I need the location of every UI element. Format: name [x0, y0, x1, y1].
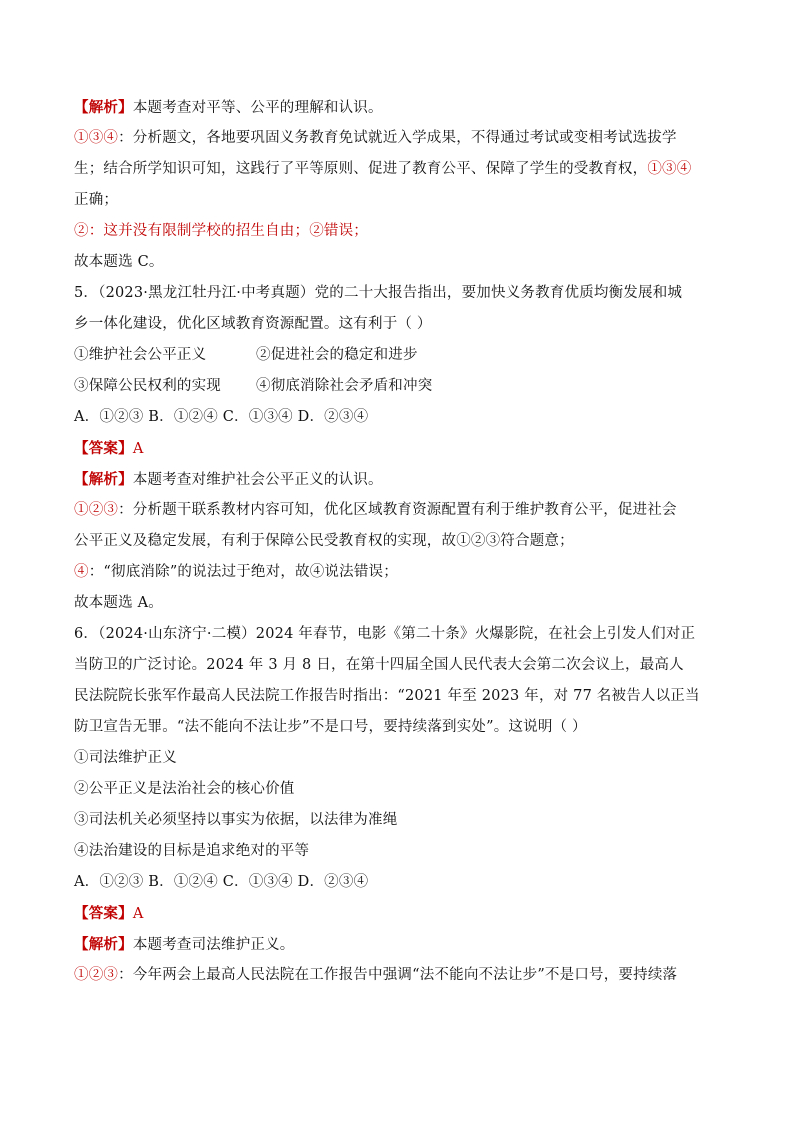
q6-option-3: ③司法机关必须坚持以事实为依据，以法律为准绳 — [74, 812, 398, 828]
analysis-label: 【解析】 — [74, 99, 133, 116]
answer-value: A — [132, 906, 144, 922]
q5-conclusion: 故本题选 A。 — [74, 595, 163, 611]
q5-analysis-point-1-line-2: 公平正义及稳定发展，有利于保障公民受教育权的实现，故①②③符合题意； — [74, 533, 574, 549]
answer-label: 【答案】 — [74, 905, 133, 922]
answer-value: A — [132, 441, 144, 457]
option-marker: ①③④ — [647, 161, 692, 177]
analysis-text: 本题考查对维护社会公平正义的认识。 — [132, 472, 383, 488]
q6-stem-line-1: 6．（2024·山东济宁·二模）2024 年春节，电影《第二十条》火爆影院，在社会上引发人们对正 — [74, 626, 696, 642]
analysis-label: 【解析】 — [74, 471, 133, 488]
analysis-point-text: ：分析题文，各地要巩固义务教育免试就近入学成果，不得通过考试或变相考试选拔学 — [118, 130, 677, 146]
option-marker: ④ — [74, 564, 89, 580]
q5-stem-line-1: 5．（2023·黑龙江牡丹江·中考真题）党的二十大报告指出，要加快义务教育优质均衡发展和城 — [74, 285, 683, 301]
analysis-point-text: 生 — [74, 161, 89, 177]
analysis-text: 本题考查司法维护正义。 — [132, 937, 295, 953]
option-2: ②促进社会的稳定和进步 — [256, 347, 418, 363]
q5-options-row-1 — [74, 340, 724, 371]
option-marker: ①②③ — [74, 502, 119, 518]
q4-analysis — [74, 92, 724, 123]
q5-options-row-2 — [74, 371, 724, 402]
document-page — [74, 92, 724, 991]
answer-label: 【答案】 — [74, 440, 133, 457]
option-3: ③保障公民权利的实现 — [74, 378, 221, 394]
analysis-point-text: ；结合所学知识可知，这践行了平等原则、促进了教育公平、保障了学生的受教育权， — [88, 161, 648, 177]
option-marker: ①③④ — [74, 130, 119, 146]
q5-choices: A．①②③ B．①②④ C．①③④ D．②③④ — [74, 409, 369, 425]
q5-answer — [74, 433, 724, 464]
q6-option-4: ④法治建设的目标是追求绝对的平等 — [74, 843, 310, 859]
q6-choices: A．①②③ B．①②④ C．①③④ D．②③④ — [74, 874, 369, 890]
analysis-text: 本题考查对平等、公平的理解和认识。 — [132, 100, 383, 116]
q6-stem-line-3: 民法院院长张军作最高人民法院工作报告时指出：“2021 年至 2023 年，对 77 名被告人以正当 — [74, 688, 700, 704]
q5-analysis-point-1-line-1 — [74, 495, 724, 526]
q4-analysis-point-1-line-3 — [74, 185, 724, 216]
q6-stem-line-4: 防卫宣告无罪。“法不能向不法让步”不是口号，要持续落到实处”。这说明（ ） — [74, 719, 587, 735]
q5-analysis-point-2 — [74, 557, 724, 588]
analysis-point-text: 正确； — [74, 192, 119, 208]
q6-analysis-point-1-line-1 — [74, 960, 724, 991]
analysis-point-text: ：今年两会上最高人民法院在工作报告中强调“法不能向不法让步”不是口号，要持续落 — [118, 967, 678, 983]
analysis-point-text: ：“彻底消除”的说法过于绝对，故④说法错误； — [88, 564, 398, 580]
option-1: ①维护社会公平正义 — [74, 347, 207, 363]
q4-conclusion: 故本题选 C。 — [74, 254, 164, 270]
q5-analysis — [74, 464, 724, 495]
q6-option-2: ②公平正义是法治社会的核心价值 — [74, 781, 295, 797]
analysis-label: 【解析】 — [74, 936, 133, 953]
q6-answer — [74, 898, 724, 929]
analysis-point-text: ：分析题干联系教材内容可知，优化区域教育资源配置有利于维护教育公平，促进社会 — [118, 502, 677, 518]
q6-analysis — [74, 929, 724, 960]
q6-stem-line-2: 当防卫的广泛讨论。2024 年 3 月 8 日，在第十四届全国人民代表大会第二次会议上，最高人 — [74, 657, 684, 673]
q4-analysis-point-1-line-1 — [74, 123, 724, 154]
q4-analysis-point-2: ②：这并没有限制学校的招生自由；②错误； — [74, 223, 368, 239]
q4-analysis-point-1-line-2 — [74, 154, 724, 185]
option-4: ④彻底消除社会矛盾和冲突 — [256, 378, 433, 394]
q5-stem-line-2: 乡一体化建设，优化区域教育资源配置。这有利于（ ） — [74, 316, 432, 332]
q6-option-1: ①司法维护正义 — [74, 750, 177, 766]
option-marker: ①②③ — [74, 967, 119, 983]
